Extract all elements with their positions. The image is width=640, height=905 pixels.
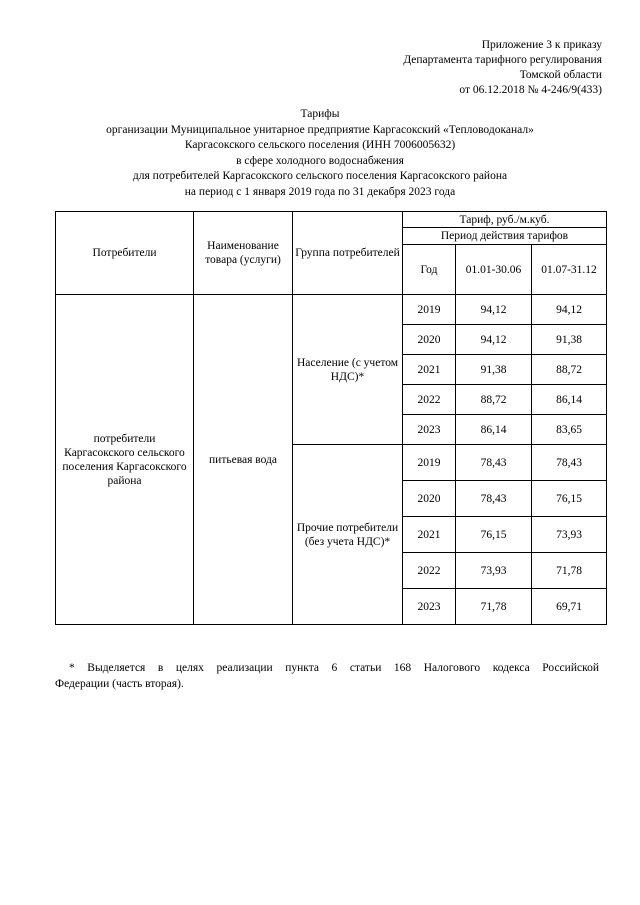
group-cell: Прочие потребители (без учета НДС)* [293,445,403,625]
organization-inn: Каргасокского сельского поселения (ИНН 7006005632) [184,139,456,151]
tariff-h1-cell: 76,15 [456,517,532,553]
consumers-line: для потребителей Каргасокского сельского поселения Каргасокского района [132,170,508,182]
header-validity: Период действия тарифов [403,228,607,245]
year-cell: 2023 [403,589,456,625]
year-cell: 2021 [403,517,456,553]
tariff-h1-cell: 86,14 [456,415,532,445]
header-consumers: Потребители [56,212,194,295]
year-cell: 2023 [403,415,456,445]
header-group: Группа потребителей [293,212,403,295]
year-cell: 2022 [403,385,456,415]
header-second-half: 01.07-31.12 [532,245,607,295]
appendix-line: Томской области [519,69,602,81]
footnote-line: Федерации (часть вторая). [55,678,184,690]
footnote [55,660,599,692]
header-tariff: Тариф, руб./м.куб. [403,212,607,228]
tariff-h1-cell: 88,72 [456,385,532,415]
tariff-h2-cell: 83,65 [532,415,607,445]
tariff-h1-cell: 91,38 [456,355,532,385]
footnote-line: * Выделяется в целях реализации пункта 6 статьи 168 Налогового кодекса Российской [69,662,599,674]
year-cell: 2020 [403,325,456,355]
tariff-h2-cell: 78,43 [532,445,607,481]
header-first-half: 01.01-30.06 [456,245,532,295]
tariff-h1-cell: 94,12 [456,325,532,355]
year-cell: 2020 [403,481,456,517]
year-cell: 2021 [403,355,456,385]
header-product: Наименование товара (услуги) [194,212,293,295]
tariff-h2-cell: 73,93 [532,517,607,553]
tariff-h1-cell: 78,43 [456,481,532,517]
appendix-line: Приложение 3 к приказу [481,39,602,51]
tariff-h2-cell: 69,71 [532,589,607,625]
tariff-h2-cell: 71,78 [532,553,607,589]
tariff-h1-cell: 71,78 [456,589,532,625]
header-year: Год [403,245,456,295]
sphere-line: в сфере холодного водоснабжения [236,154,404,167]
tariff-h2-cell: 94,12 [532,295,607,325]
tariff-h2-cell: 86,14 [532,385,607,415]
tariff-h1-cell: 78,43 [456,445,532,481]
header-row [56,212,607,228]
table-row [56,295,607,325]
consumer-cell: потребители Каргасокского сельского поселения Каргасокского района [56,295,194,625]
tariff-h1-cell: 94,12 [456,295,532,325]
appendix-line: от 06.12.2018 № 4-246/9(433) [459,84,602,96]
organization-name: организации Муниципальное унитарное предприятие Каргасокский «Тепловодоканал» [106,123,534,136]
tariff-h1-cell: 73,93 [456,553,532,589]
tariff-h2-cell: 91,38 [532,325,607,355]
document-title: Тарифы [300,108,340,120]
appendix-line: Департамента тарифного регулирования [403,54,602,66]
product-cell: питьевая вода [194,295,293,625]
year-cell: 2019 [403,295,456,325]
tariff-table [55,211,607,625]
appendix-block [403,38,602,98]
tariff-h2-cell: 76,15 [532,481,607,517]
year-cell: 2022 [403,553,456,589]
period-line: на период с 1 января 2019 года по 31 декабря 2023 года [184,185,456,198]
tariff-h2-cell: 88,72 [532,355,607,385]
document-heading [40,107,600,200]
group-cell: Население (с учетом НДС)* [293,295,403,445]
year-cell: 2019 [403,445,456,481]
